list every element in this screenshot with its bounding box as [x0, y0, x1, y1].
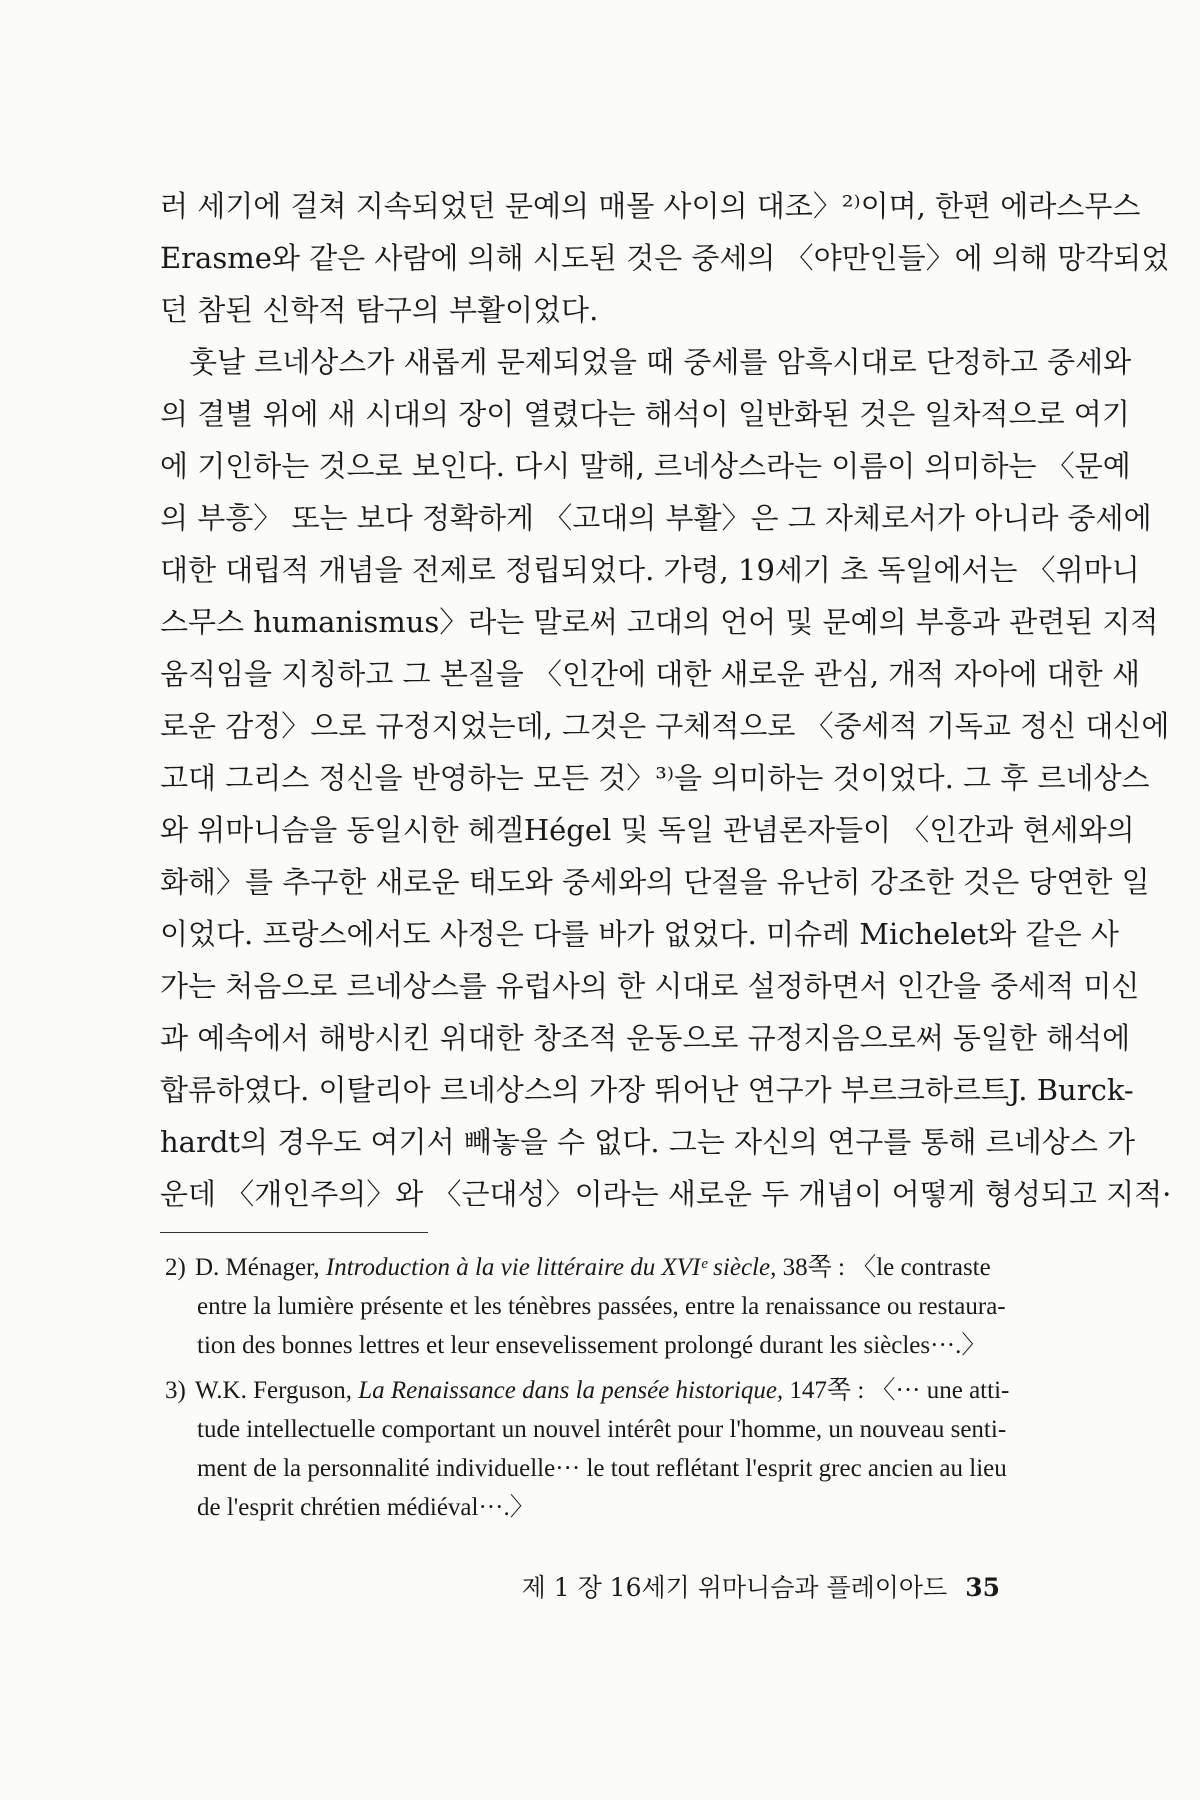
body-line: 던 참된 신학적 탐구의 부활이었다.	[160, 293, 599, 327]
footnote-author: W.K. Ferguson,	[195, 1377, 359, 1404]
footnote-2	[165, 1248, 1045, 1365]
footnote-citation: 147쪽 : 〈··· une atti-	[783, 1377, 1010, 1404]
footnote-line: tude intellectuelle comportant un nouvel intérêt pour l'homme, un nouveau senti-	[197, 1416, 1007, 1443]
footnotes	[165, 1248, 1045, 1533]
body-line: 로운 감정〉으로 규정지었는데, 그것은 구체적으로 〈중세적 기독교 정신 대신에	[160, 709, 1170, 743]
body-line: 러 세기에 걸쳐 지속되었던 문예의 매몰 사이의 대조〉²⁾이며, 한편 에라스무스	[160, 189, 1141, 223]
footnote-line: tion des bonnes lettres et leur ensevelissement prolongé durant les siècles···.〉	[197, 1332, 987, 1359]
body-line: 의 결별 위에 새 시대의 장이 열렸다는 해석이 일반화된 것은 일차적으로 여기	[160, 397, 1130, 431]
body-line: 합류하였다. 이탈리아 르네상스의 가장 뛰어난 연구가 부르크하르트J. Burck-	[160, 1073, 1134, 1107]
footnote-title: La Renaissance dans la pensée historique,	[358, 1377, 784, 1404]
footnote-number: 2)	[165, 1254, 186, 1281]
page-number: 35	[965, 1573, 1000, 1602]
body-line: 에 기인하는 것으로 보인다. 다시 말해, 르네상스라는 이름이 의미하는 〈문예	[160, 449, 1131, 483]
footnote-line: entre la lumière présente et les ténèbres passées, entre la renaissance ou restaura-	[197, 1293, 1006, 1320]
body-line: 의 부흥〉 또는 보다 정확하게 〈고대의 부활〉은 그 자체로서가 아니라 중세에	[160, 501, 1152, 535]
footnote-citation: 38쪽 : 〈le contraste	[776, 1254, 991, 1281]
body-line: 이었다. 프랑스에서도 사정은 다를 바가 없었다. 미슈레 Michelet와 같은 사	[160, 917, 1119, 951]
footnote-line: ment de la personnalité individuelle··· le tout reflétant l'esprit grec ancien au lieu	[197, 1455, 1007, 1482]
footnote-3	[165, 1371, 1045, 1527]
body-line: hardt의 경우도 여기서 빼놓을 수 없다. 그는 자신의 연구를 통해 르네상스 가	[160, 1125, 1136, 1159]
footnote-title: Introduction à la vie littéraire du XVIᵉ siècle,	[325, 1254, 777, 1281]
chapter-title: 제 1 장 16세기 위마니슴과 플레이아드	[521, 1573, 948, 1602]
footnote-first-line	[165, 1248, 1045, 1287]
body-line: Erasme와 같은 사람에 의해 시도된 것은 중세의 〈야만인들〉에 의해 망각되었	[160, 241, 1170, 275]
body-line: 고대 그리스 정신을 반영하는 모든 것〉³⁾을 의미하는 것이었다. 그 후 르네상스	[160, 761, 1150, 795]
footnote-first-line	[165, 1371, 1045, 1410]
body-line: 가는 처음으로 르네상스를 유럽사의 한 시대로 설정하면서 인간을 중세적 미신	[160, 969, 1140, 1003]
body-line: 운데 〈개인주의〉와 〈근대성〉이라는 새로운 두 개념이 어떻게 형성되고 지적·	[160, 1177, 1172, 1211]
running-footer	[522, 1568, 1000, 1608]
body-line: 와 위마니슴을 동일시한 헤겔Hégel 및 독일 관념론자들이 〈인간과 현세와의	[160, 813, 1135, 847]
body-line: 움직임을 지칭하고 그 본질을 〈인간에 대한 새로운 관심, 개적 자아에 대한 새	[160, 657, 1141, 691]
body-text	[160, 180, 1172, 1220]
footnote-author: D. Ménager,	[195, 1254, 326, 1281]
body-line: 훗날 르네상스가 새롭게 문제되었을 때 중세를 암흑시대로 단정하고 중세와	[160, 345, 1132, 379]
footnote-line: de l'esprit chrétien médiéval···.〉	[197, 1494, 535, 1521]
body-line: 과 예속에서 해방시킨 위대한 창조적 운동으로 규정지음으로써 동일한 해석에	[160, 1021, 1131, 1055]
body-line: 스무스 humanismus〉라는 말로써 고대의 언어 및 문예의 부흥과 관련된 지적	[160, 605, 1159, 639]
footnote-number: 3)	[165, 1377, 186, 1404]
body-line: 화해〉를 추구한 새로운 태도와 중세와의 단절을 유난히 강조한 것은 당연한 일	[160, 865, 1150, 899]
body-line: 대한 대립적 개념을 전제로 정립되었다. 가령, 19세기 초 독일에서는 〈위마니	[160, 553, 1140, 587]
footnote-divider	[160, 1232, 428, 1233]
